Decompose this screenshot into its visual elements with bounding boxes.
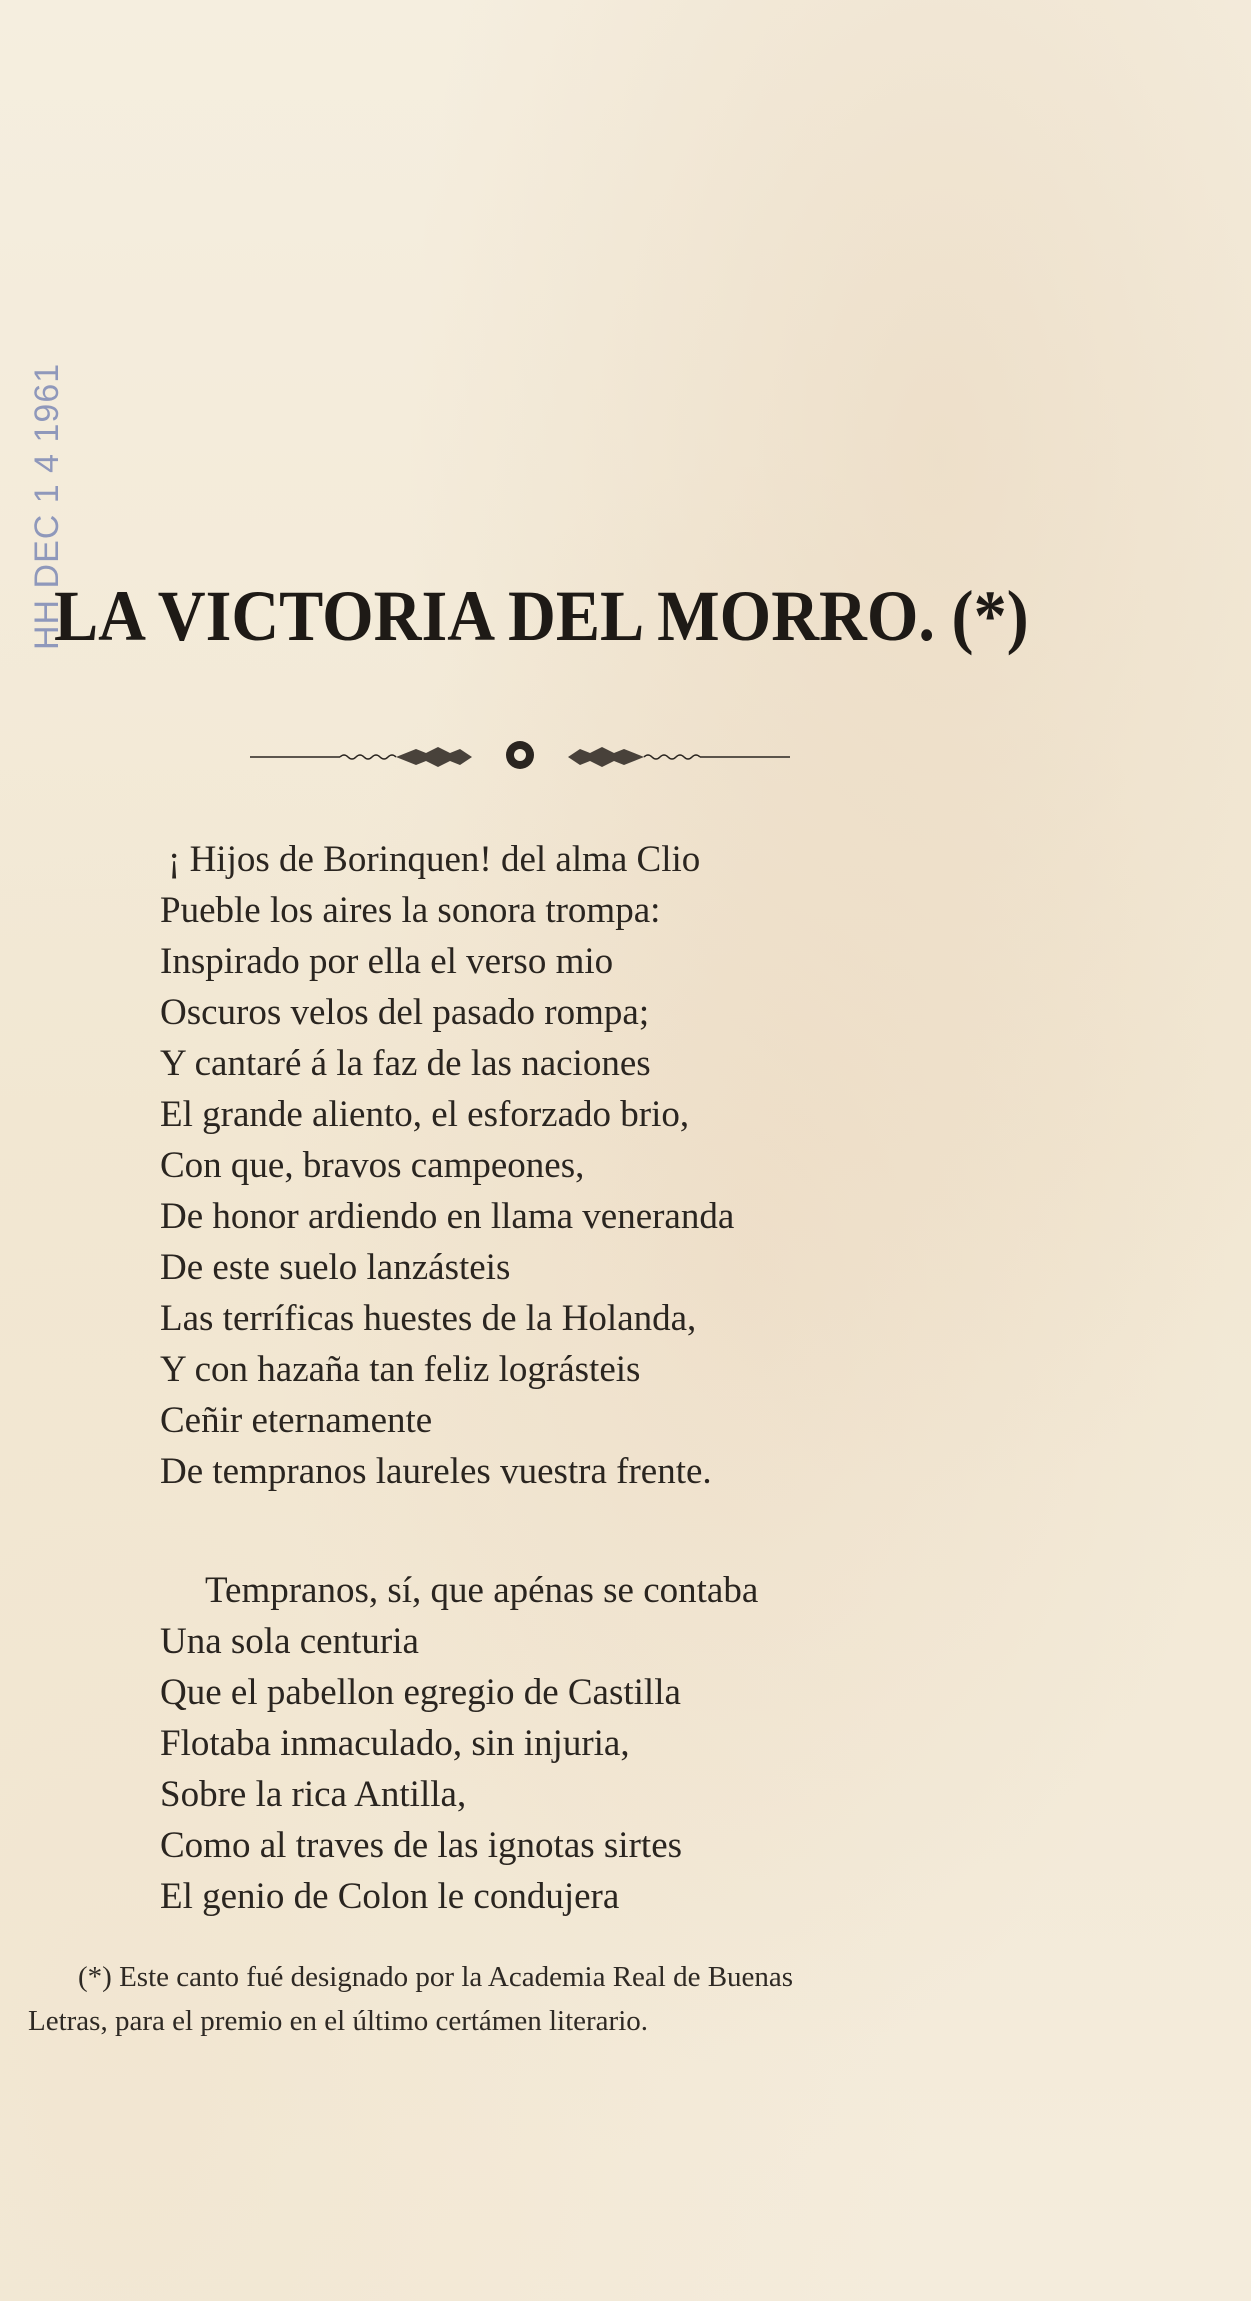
verse-line: El genio de Colon le condujera (160, 1876, 620, 1917)
poem-title: LA VICTORIA DEL MORRO. (*) (54, 576, 1029, 656)
footnote-line: Letras, para el premio en el último certámen literario. (28, 2005, 649, 2037)
library-stamp-text: HH DEC 1 4 1961 (28, 362, 66, 650)
verse-line: Tempranos, sí, que apénas se contaba (205, 1570, 759, 1611)
verse-line: Y con hazaña tan feliz lográsteis (160, 1349, 641, 1390)
verse-line: Las terríficas huestes de la Holanda, (160, 1298, 697, 1339)
verse-line: Flotaba inmaculado, sin injuria, (160, 1723, 630, 1764)
footnote (28, 1955, 1028, 2043)
verse-line: El grande aliento, el esforzado brio, (160, 1094, 690, 1135)
stanza-2 (160, 1565, 758, 1922)
verse-line: ¡ Hijos de Borinquen! del alma Clio (168, 839, 701, 880)
verse-line: Sobre la rica Antilla, (160, 1774, 467, 1815)
verse-line: Una sola centuria (160, 1621, 419, 1662)
verse-line: De honor ardiendo en llama veneranda (160, 1196, 735, 1237)
stanza-1 (160, 834, 734, 1497)
verse-line: Ceñir eternamente (160, 1400, 433, 1441)
verse-line: Con que, bravos campeones, (160, 1145, 585, 1186)
verse-line: Como al traves de las ignotas sirtes (160, 1825, 683, 1866)
verse-line: Oscuros velos del pasado rompa; (160, 992, 650, 1033)
footnote-line: (*) Este canto fué designado por la Academia Real de Buenas (78, 1961, 794, 1993)
ornament-divider-icon (250, 730, 790, 780)
verse-line: De tempranos laureles vuestra frente. (160, 1451, 712, 1492)
verse-line: Y cantaré á la faz de las naciones (160, 1043, 651, 1084)
verse-line: Inspirado por ella el verso mio (160, 941, 614, 982)
verse-line: Que el pabellon egregio de Castilla (160, 1672, 681, 1713)
verse-line: Pueble los aires la sonora trompa: (160, 890, 661, 931)
verse-line: De este suelo lanzásteis (160, 1247, 511, 1288)
